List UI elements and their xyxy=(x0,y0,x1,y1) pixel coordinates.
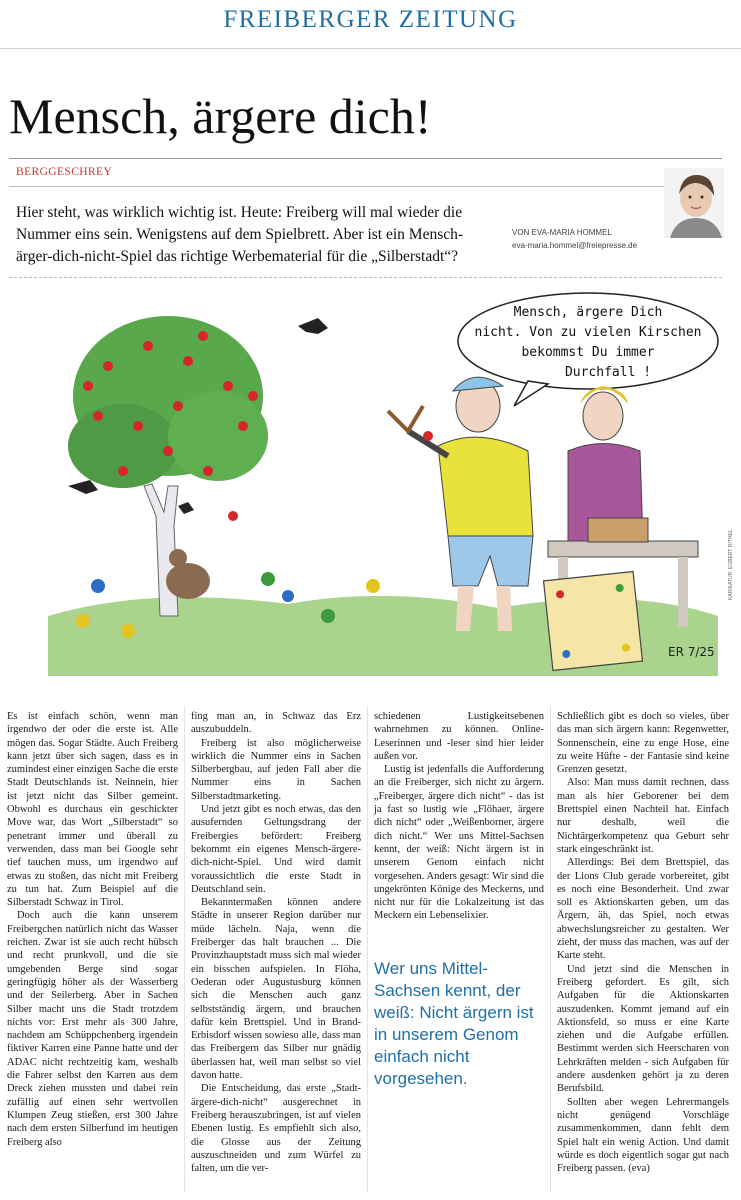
paragraph: Und jetzt gibt es noch etwas, das den ausufernden Geltungsdrang der Freibergies befördert: Freiberg bekommt ein eigenes Mensch-ärgere-dich-nicht-Spiel. Und wird damit voraussichtlich die erste Stadt in Deutschland sein. xyxy=(191,804,361,895)
article-column-1 xyxy=(7,710,178,1149)
speech-line-2: nicht. Von zu vielen Kirschen xyxy=(474,325,702,340)
speech-line-4: Durchfall ! xyxy=(564,365,652,380)
pull-quote: Wer uns Mittel-Sachsen kennt, der weiß: Nicht ärgern ist in unserem Genom einfach nicht vorgesehen. xyxy=(374,959,534,1088)
cartoon-illustration xyxy=(28,286,728,686)
speech-line-3: bekommst Du immer xyxy=(521,345,655,360)
byline-email[interactable]: eva-maria.hommel@freiepresse.de xyxy=(512,241,638,250)
byline xyxy=(512,226,672,252)
paragraph: Allerdings: Bei dem Brettspiel, das der Lions Club gerade vorbereitet, gibt es noch eine Besonderheit. Und zwar soll es Aktionskarten geben, um das Ärgern, äh, das Spiel, noch etwas abwechslungsreicher zu gestalten. Wer zieht, der muss das machen, was auf der Karte steht. xyxy=(557,857,729,962)
paragraph: Sollten aber wegen Lehrermangels nicht genügend Vorschläge zusammenkommen, dann fehlt dem Spiel halt ein wenig Action. Und damit würde es doch eigentlich sogar gut nach Freiberg passen. (eva) xyxy=(557,1096,729,1175)
speech-line-1: Mensch, ärgere Dich xyxy=(513,305,663,320)
column-divider xyxy=(550,706,551,1192)
paragraph: fing man an, in Schwaz das Erz auszubuddeln. xyxy=(191,711,361,736)
article-column-2 xyxy=(191,710,361,1175)
paragraph: Doch auch die kann unserem Freibergchen natürlich nicht das Wasser reichen. Zwar ist sie auch recht hübsch und recht prunkvoll, und die sie umgebenden Berge sind sogar geringfügig höher als der Wasserberg und der Seilerberg. Aber in Sachen Silber macht uns die Stadt trotzdem nichts vor: Erst mehr als 300 Jahre, nachdem am Schüppchenberg irgendein fiktiver Karren eine Panne hatte und der ADAC nicht rechtzeitig kam, weshalb die Fahrer selbst den Karren aus dem Dreck ziehen mussten und dabei rein zufällig auf einen sehr wertvollen Klumpen Zeug stießen, erst 300 Jahre nach dem ersten Silberfund im heutigen Freiberg also xyxy=(7,910,178,1148)
divider xyxy=(9,158,722,159)
paragraph: Also: Man muss damit rechnen, dass man als hier Geborener bei dem Brettspiel einen Nachteil hat. Einfach nur deshalb, weil die Nichtärgerkompetenz qua Geburt sehr stark eingeschränkt ist. xyxy=(557,777,729,855)
byline-author: VON EVA-MARIA HOMMEL xyxy=(512,228,612,237)
paragraph: Lustig ist jedenfalls die Aufforderung an die Freiberger, sich nicht zu ärgern. „Freiberger, ärgere dich nicht“ - das ist ja fast so lustig wie „Flöhaer, ärgere dich nicht“ oder „Weißenborner, ärgere dich nicht.“ Wer uns Mittel-Sachsen kennt, der weiß: Nicht ärgern ist in unserem Genom einfach nicht vorgesehen. Anders gesagt: Wir sind die ungekrönten Könige des Meckerns, und nicht nur für die Lokalzeitung ist das Meckern ein Lebenselixier. xyxy=(374,764,544,922)
article-column-3 xyxy=(374,710,544,923)
author-photo xyxy=(664,168,724,238)
headline: Mensch, ärgere dich! xyxy=(9,88,432,144)
masthead xyxy=(0,0,741,49)
artist-signature: ER 7/25 xyxy=(668,645,715,659)
newspaper-title: FREIBERGER ZEITUNG xyxy=(223,6,518,33)
divider xyxy=(9,277,722,278)
paragraph: schiedenen Lustigkeitsebenen wahrnehmen zu können. Online-Leserinnen und -leser sind hier leider außen vor. xyxy=(374,711,544,762)
paragraph: Freiberg ist also möglicherweise wirklich die Nummer eins in Sachen Silberbergbau, auf jeden Fall aber die Nummer eins in Sachen Silberstadtmarketing. xyxy=(191,737,361,802)
cartoon-credit: KARIKATUR: EGBERT RITHEL xyxy=(728,529,734,600)
teaser-text: Hier steht, was wirklich wichtig ist. Heute: Freiberg will mal wieder die Nummer eins sein. Wenigstens auf dem Spielbrett. Aber ist ein Mensch-ärger-dich-nicht-Spiel das richtige Werbematerial für die „Silberstadt“? xyxy=(16,204,464,265)
column-divider xyxy=(184,706,185,1192)
paragraph: Bekanntermaßen können andere Städte in unserer Region darüber nur müde lächeln. Naja, wenn die Freiberger das halt brauchen ... Die Provinzhauptstadt muss sich mal wieder ein bisschen aufspielen. In Flöha, Oederan oder Augustusburg können sich die Menschen auch ganz selbstständig ärgern, und brauchen dafür kein Brettspiel. Und in Brand-Erbisdorf wissen sowieso alle, dass man das Freibergern das Silber nur gnädig überlassen hat, weil man selbst so viel davon hatte. xyxy=(191,897,361,1082)
paragraph: Es ist einfach schön, wenn man irgendwo der oder die erste ist. Alle mögen das. Sogar Städte. Auch Freiberg kann jetzt über sich sagen, dass es in zumindest einer einzigen Sache die erste Stadt Deutschlands ist. Neinnein, hier ist jetzt nicht das Silber gemeint. Obwohl es durchaus ein geschickter Move war, das Wort „Silberstadt“ so penetrant immer und überall zu verwenden, dass man bei Google sehr tief tauchen muss, um irgendwo auf etwas zu stoßen, das nicht mit Freiberg zu tun hat. Zum Beispiel auf die Silberstadt Schwaz in Tirol. xyxy=(7,711,178,909)
paragraph: Und jetzt sind die Menschen in Freiberg gefordert. Es gilt, sich Aufgaben für die Aktionskarten auszudenken. Kommt jemand auf ein Aktionsfeld, so muss er eine Karte ziehen und die Aufgabe erfüllen. Bestimmt werden sich Heerscharen von Lehrkräften melden - sich Aufgaben für andere ausdenken gehört ja zu deren Berufsbild. xyxy=(557,963,729,1095)
paragraph: Die Entscheidung, das erste „Stadt-ärgere-dich-nicht“ ausgerechnet in Freiberg herauszubringen, ist auf vielen Ebenen lustig. Es empfiehlt sich also, die Glosse aus der Zeitung auszuschneiden und zum Würfel zu falten, um die ver- xyxy=(191,1083,361,1175)
divider xyxy=(9,186,722,187)
article-column-4 xyxy=(557,710,729,1175)
column-divider xyxy=(367,706,368,1192)
paragraph: Schließlich gibt es doch so vieles, über das man sich ärgern kann: Regenwetter, Sonnenschein, eine zu enge Hose, eine zu weite Hüfte - der Fantasie sind keine Grenzen gesetzt. xyxy=(557,711,729,776)
section-kicker: BERGGESCHREY xyxy=(16,166,113,178)
